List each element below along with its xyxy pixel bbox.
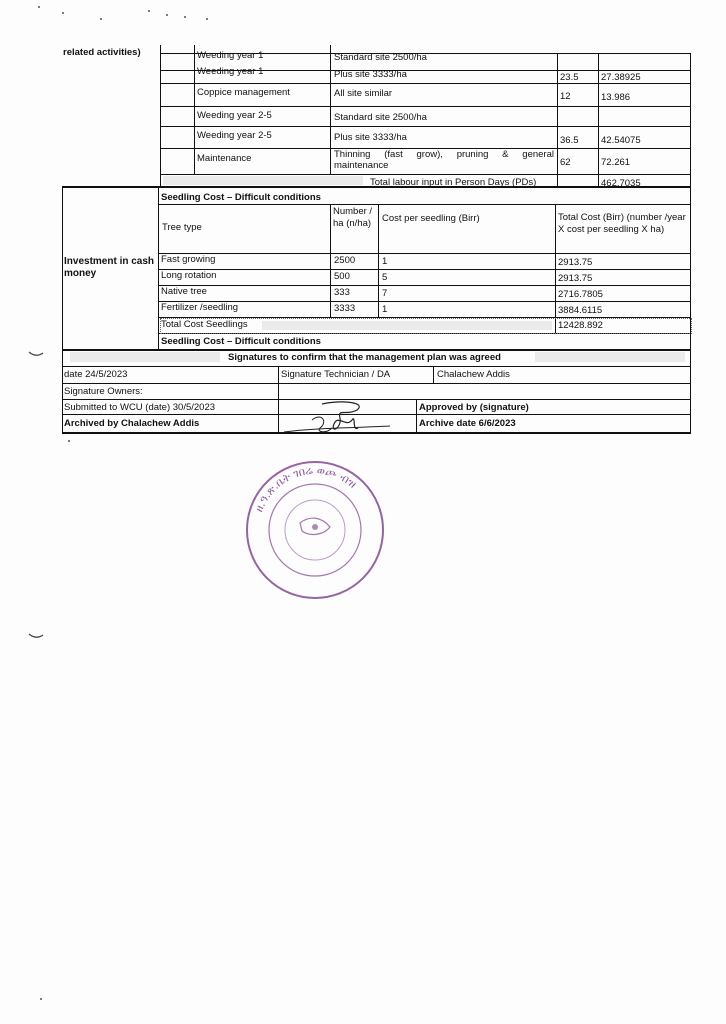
seedling-cost: 7 — [382, 288, 388, 299]
approved-by: Approved by (signature) — [419, 402, 529, 413]
seedling-number: 333 — [334, 287, 350, 298]
col-number: Number / ha (n/ha) — [333, 206, 373, 229]
labour-activity: Weeding year 2-5 — [197, 110, 272, 121]
seedling-type: Long rotation — [161, 270, 217, 281]
investment-section-label: Investment in cash money — [64, 256, 155, 279]
seedling-cost: 1 — [382, 256, 388, 267]
seedling-footer-heading: Seedling Cost – Difficult conditions — [161, 336, 321, 347]
labour-cost: 72.261 — [601, 157, 631, 168]
labour-days: 62 — [560, 157, 571, 168]
labour-section-label: related activities) — [63, 47, 141, 58]
labour-days: 36.5 — [560, 135, 579, 146]
seedling-total: 2913.75 — [558, 257, 593, 268]
signatures-heading: Signatures to confirm that the management plan was agreed — [228, 352, 501, 363]
col-total-cost: Total Cost (Birr) (number /year X cost per seedling X ha) — [558, 212, 686, 235]
labour-activity: Weeding year 2-5 — [197, 130, 272, 141]
handwritten-signature — [282, 398, 392, 440]
seedling-number: 500 — [334, 271, 350, 282]
labour-days: 12 — [560, 91, 571, 102]
seedling-total-label: Total Cost Seedlings — [161, 319, 248, 330]
stamp-text: ዘ.ዓ.ጽ.ቤት ገበሬ ወጮ ብዝ — [252, 463, 360, 514]
seedling-number: 2500 — [334, 255, 356, 266]
technician-label: Signature Technician / DA — [281, 369, 391, 380]
seedling-total-value: 12428.892 — [558, 320, 603, 331]
seedling-type: Fast growing — [161, 254, 216, 265]
seedling-cost: 5 — [382, 272, 388, 283]
scan-mark — [28, 350, 44, 358]
labour-activity: Maintenance — [197, 153, 252, 164]
labour-site: Standard site 2500/ha — [334, 52, 427, 63]
seedling-number: 3333 — [334, 303, 356, 314]
signature-date: date 24/5/2023 — [64, 369, 128, 380]
labour-total-label: Total labour input in Person Days (PDs) — [370, 177, 537, 188]
labour-days: 23.5 — [560, 72, 579, 83]
scan-mark — [28, 632, 44, 640]
archive-date: Archive date 6/6/2023 — [419, 418, 516, 429]
seedling-type: Fertilizer /seedling — [161, 302, 239, 313]
labour-site: Standard site 2500/ha — [334, 112, 427, 123]
seedling-cost-heading: Seedling Cost – Difficult conditions — [161, 192, 321, 203]
seedling-total: 2716.7805 — [558, 289, 603, 300]
labour-activity: Coppice management — [197, 87, 290, 98]
submitted-date: Submitted to WCU (date) 30/5/2023 — [64, 402, 216, 413]
labour-activity: Weeding year 1 — [197, 66, 264, 77]
seedling-type: Native tree — [161, 286, 207, 297]
labour-cost: 13.986 — [601, 92, 631, 103]
technician-name: Chalachew Addis — [437, 369, 510, 380]
labour-cost: 27.38925 — [601, 72, 641, 83]
labour-total-value: 462.7035 — [601, 178, 641, 189]
owners-label: Signature Owners: — [64, 386, 143, 397]
labour-site: Plus site 3333/ha — [334, 69, 407, 80]
archived-by: Archived by Chalachew Addis — [64, 418, 200, 429]
seedling-cost: 1 — [382, 304, 388, 315]
col-tree-type: Tree type — [162, 222, 202, 233]
labour-site: Thinning (fast grow), pruning & general maintenance — [334, 149, 554, 171]
seedling-total: 2913.75 — [558, 273, 593, 284]
seedling-total: 3884.6115 — [558, 305, 603, 316]
col-cost-per-seedling: Cost per seedling (Birr) — [382, 213, 480, 224]
labour-site: All site similar — [334, 88, 393, 99]
labour-site: Plus site 3333/ha — [334, 132, 407, 143]
labour-activity: Weeding year 1 — [197, 50, 264, 61]
labour-cost: 42.54075 — [601, 135, 641, 146]
official-stamp — [240, 455, 390, 605]
